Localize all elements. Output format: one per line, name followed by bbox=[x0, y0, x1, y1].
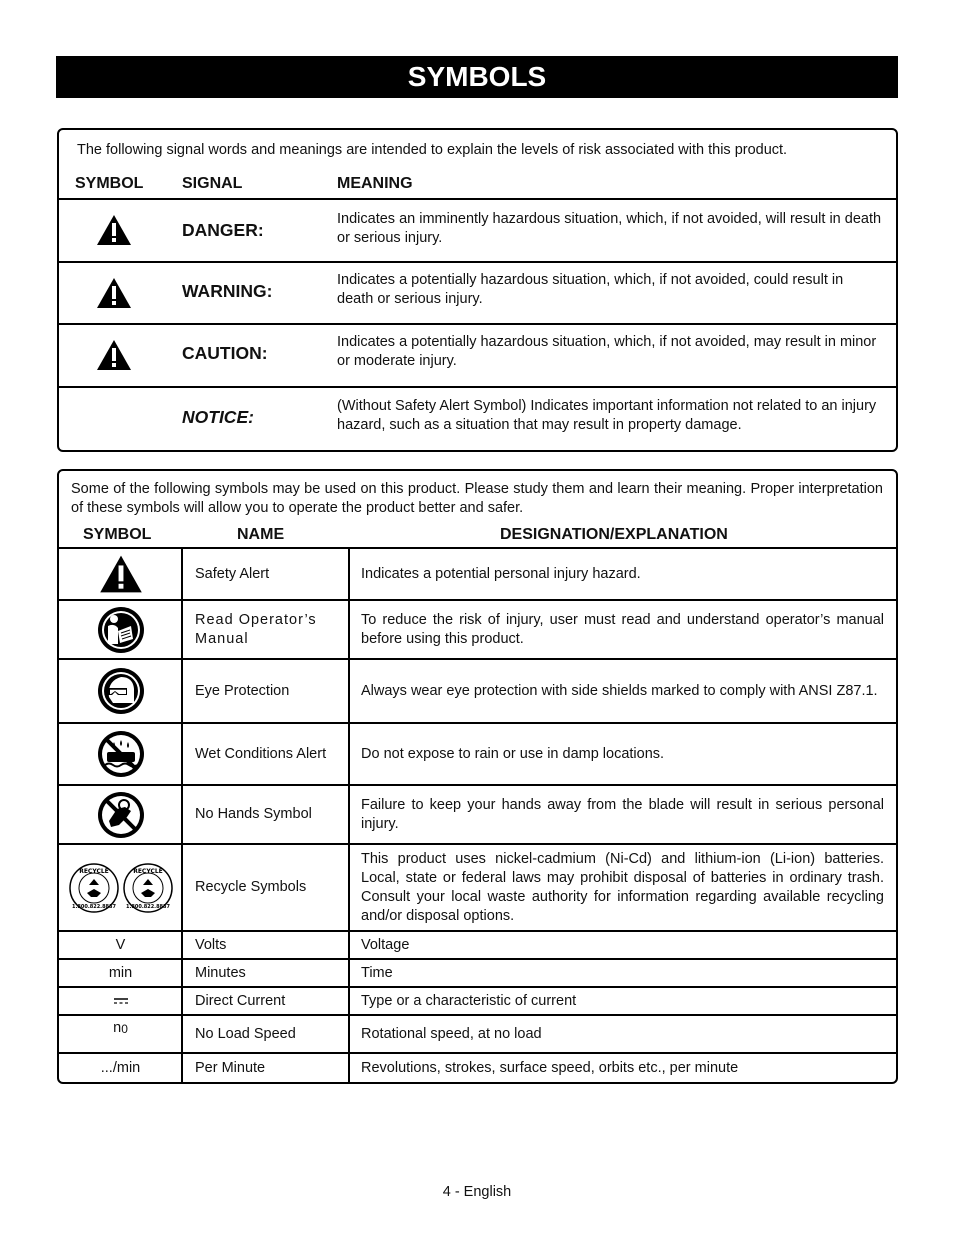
symbol-name: Safety Alert bbox=[195, 565, 270, 582]
symbol-row bbox=[59, 845, 896, 930]
svg-text:1.800.822.8837: 1.800.822.8837 bbox=[71, 903, 116, 910]
header-signal: SIGNAL bbox=[182, 175, 243, 192]
header-explanation: DESIGNATION/EXPLANATION bbox=[500, 526, 728, 543]
warning-triangle-icon bbox=[96, 277, 132, 309]
signal-label: CAUTION: bbox=[182, 343, 268, 363]
symbol-explanation: Rotational speed, at no load bbox=[361, 1025, 542, 1042]
symbol-name: Read Operator’s Manual bbox=[195, 611, 317, 647]
signal-intro: The following signal words and meanings are intended to explain the levels of risk associated with this product. bbox=[77, 142, 788, 158]
symbol-row bbox=[59, 1016, 896, 1052]
recycle-seal-icon bbox=[123, 863, 173, 913]
symbol-row bbox=[59, 660, 896, 722]
warning-triangle-icon bbox=[96, 339, 132, 371]
signal-label: WARNING: bbox=[182, 281, 273, 301]
symbol-explanation: Revolutions, strokes, surface speed, orbits etc., per minute bbox=[361, 1059, 739, 1076]
signal-meaning: Indicates a potentially hazardous situation, which, if not avoided, may result in minor or moderate injury. bbox=[337, 334, 877, 369]
symbol-row bbox=[59, 932, 896, 958]
page-title: SYMBOLS bbox=[56, 56, 898, 98]
symbol-explanation: Do not expose to rain or use in damp locations. bbox=[361, 745, 665, 762]
wet-conditions-icon bbox=[97, 730, 145, 778]
safety-alert-icon bbox=[99, 554, 143, 594]
symbol-explanation: Indicates a potential personal injury hazard. bbox=[361, 565, 641, 582]
symbol-text: V bbox=[115, 937, 126, 953]
symbol-name: Minutes bbox=[195, 964, 246, 981]
signal-words-table bbox=[57, 128, 898, 452]
signal-label: DANGER: bbox=[182, 220, 264, 240]
symbol-explanation: Voltage bbox=[361, 936, 410, 953]
symbol-text: min bbox=[108, 965, 133, 981]
symbol-name: Per Minute bbox=[195, 1059, 266, 1076]
symbols-table bbox=[57, 469, 898, 1084]
symbol-row bbox=[59, 988, 896, 1014]
header-symbol: SYMBOL bbox=[75, 175, 144, 192]
symbol-explanation: Failure to keep your hands away from the blade will result in serious personal injury. bbox=[361, 796, 884, 832]
signal-label: NOTICE: bbox=[182, 407, 254, 427]
symbol-row bbox=[59, 1054, 896, 1082]
symbol-explanation: Time bbox=[361, 964, 393, 981]
signal-row-warning bbox=[59, 263, 896, 323]
svg-text:RECYCLE: RECYCLE bbox=[78, 867, 109, 875]
symbol-explanation: This product uses nickel-cadmium (Ni-Cd) and lithium-ion (Li-ion) batteries. Local, state or federal laws may prohibit disposal of batteries in ordinary trash. Consult your local waste authority for information regarding available recycling and/or disposal options. bbox=[361, 850, 884, 924]
symbol-row bbox=[59, 960, 896, 986]
svg-text:RECYCLE: RECYCLE bbox=[132, 867, 163, 875]
symbol-name: No Load Speed bbox=[195, 1025, 296, 1042]
symbol-row bbox=[59, 549, 896, 599]
symbol-name: Volts bbox=[195, 936, 227, 953]
symbol-explanation: Always wear eye protection with side shields marked to comply with ANSI Z87.1. bbox=[361, 682, 878, 699]
recycle-seal-icon bbox=[69, 863, 119, 913]
signal-row-caution bbox=[59, 325, 896, 385]
symbol-row bbox=[59, 601, 896, 658]
symbol-name: Wet Conditions Alert bbox=[195, 745, 327, 762]
symbol-name: No Hands Symbol bbox=[195, 806, 312, 822]
warning-triangle-icon bbox=[96, 214, 132, 246]
symbol-row bbox=[59, 724, 896, 784]
header-meaning: MEANING bbox=[337, 175, 413, 192]
header-symbol: SYMBOL bbox=[83, 526, 152, 543]
symbol-text: .../min bbox=[100, 1060, 141, 1076]
symbol-name: Recycle Symbols bbox=[195, 879, 307, 895]
signal-row-notice bbox=[59, 388, 896, 448]
symbol-explanation: Type or a characteristic of current bbox=[361, 992, 577, 1009]
signal-row-danger bbox=[59, 200, 896, 260]
signal-meaning: Indicates an imminently hazardous situation, which, if not avoided, will result in death or serious injury. bbox=[337, 211, 882, 246]
signal-meaning: (Without Safety Alert Symbol) Indicates important information not related to an injury hazard, such as a situation that may result in property damage. bbox=[337, 398, 877, 433]
symbol-explanation: To reduce the risk of injury, user must read and understand operator’s manual before using this product. bbox=[361, 611, 884, 647]
symbol-name: Direct Current bbox=[195, 992, 286, 1009]
no-hands-icon bbox=[97, 791, 145, 839]
symbol-name: Eye Protection bbox=[195, 682, 290, 699]
symbol-row bbox=[59, 786, 896, 843]
header-name: NAME bbox=[237, 526, 285, 543]
direct-current-icon bbox=[114, 997, 128, 1005]
svg-text:1.800.822.8837: 1.800.822.8837 bbox=[125, 903, 170, 910]
no-load-speed-symbol: n $_0$ bbox=[113, 1020, 128, 1036]
signal-meaning: Indicates a potentially hazardous situation, which, if not avoided, could result in death or serious injury. bbox=[337, 272, 844, 307]
page-footer: 4 - English bbox=[442, 1184, 512, 1200]
read-manual-icon bbox=[97, 606, 145, 654]
eye-protection-icon bbox=[97, 667, 145, 715]
symbols-intro: Some of the following symbols may be used on this product. Please study them and learn their meaning. Proper interpretation of these symbols will allow you to operate the product better and safer. bbox=[71, 481, 883, 516]
